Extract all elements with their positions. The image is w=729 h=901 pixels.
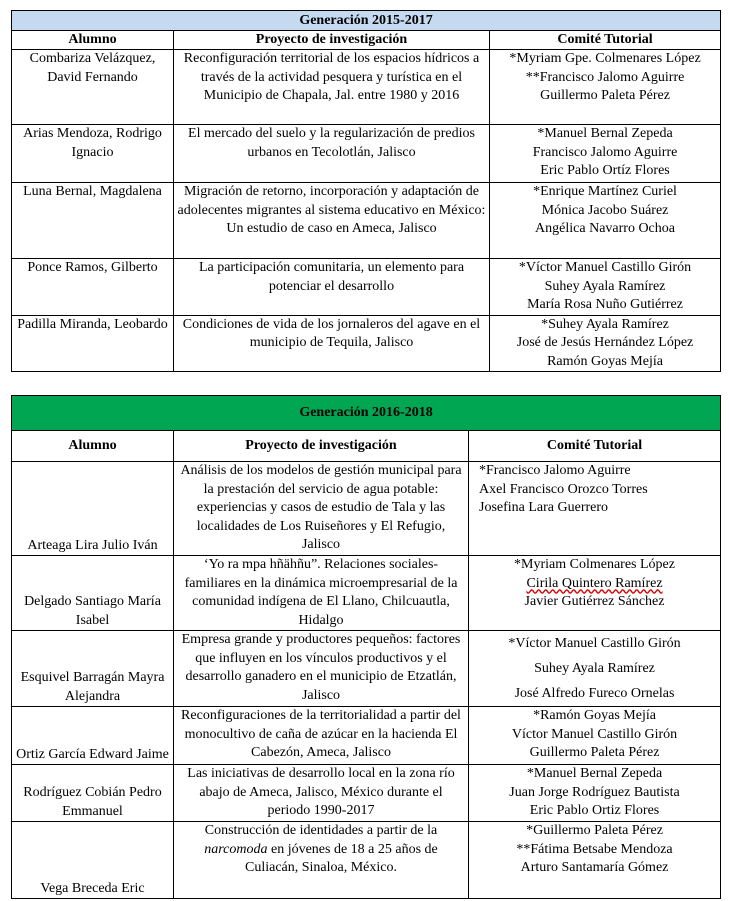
alumno-cell: Combariza Velázquez, David Fernando [12,50,174,125]
comite-member: Suhey Ayala Ramírez [544,278,666,294]
proyecto-text: Construcción de identidades a partir de la [204,823,438,838]
table-row [12,259,721,316]
comite-member: María Rosa Nuño Gutiérrez [527,297,683,312]
table-row [12,50,721,125]
comite-member: Francisco Jalomo Aguirre [532,144,678,160]
table-row [12,125,721,183]
comite-member: Ramón Goyas Mejía [547,353,663,369]
comite-member: Mónica Jacobo Suárez [541,202,669,218]
alumno-cell: Vega Breceda Eric [12,822,174,899]
comite-cell [469,462,721,556]
proyecto-text: en jóvenes de 18 a 25 años de Culiacán, Sinaloa, México. [244,841,438,875]
comite-member: *Myriam Colmenares López [514,557,675,572]
comite-cell [469,707,721,765]
comite-member: *Guillermo Paleta Pérez [526,823,663,838]
proyecto-cell [174,822,469,899]
proyecto-cell: Reconfiguraciones de la territorialidad a partir del monocultivo de caña de azúcar en la hacienda El Cabezón, Ameca, Jalisco [174,707,469,765]
comite-member: *Manuel Bernal Zepeda [526,766,663,781]
alumno-cell: Ponce Ramos, Gilberto [12,259,174,316]
proyecto-cell: Análisis de los modelos de gestión municipal para la prestación del servicio de agua potable: experiencias y casos de estudio de Tala y las localidades de Los Ruiseñores y El Refugio, Jalisco [174,462,469,556]
comite-member: Eric Pablo Ortiz Flores [529,803,660,818]
proyecto-cell: La participación comunitaria, un elemento para potenciar el desarrollo [174,259,490,316]
alumno-cell: Esquivel Barragán Mayra Alejandra [12,631,174,707]
comite-member: *Ramón Goyas Mejía [533,708,656,723]
comite-member: Suhey Ayala Ramírez [534,661,655,676]
comite-member: Javier Gutiérrez Sánchez [524,594,665,609]
table-title: Generación 2015-2017 [12,11,721,31]
proyecto-emphasis: narcomoda [204,841,268,857]
alumno-cell: Padilla Miranda, Leobardo [12,315,174,372]
comite-member: Angélica Navarro Ochoa [535,221,675,236]
comite-member: Cirila Quintero Ramírez [526,575,663,591]
comite-member: José de Jesús Hernández López [516,335,694,350]
table-row [12,556,721,631]
proyecto-cell: Migración de retorno, incorporación y adaptación de adolecentes migrantes al sistema educativo en México: Un estudio de caso en Ameca, Jalisco [174,183,490,259]
comite-member: *Myriam Gpe. Colmenares López [509,51,701,66]
proyecto-cell: ‘Yo ra mpa hñähñu”. Relaciones sociales-familiares en la dinámica microempresarial de la comunidad indígena de El Llano, Chilcuautla, Hidalgo [174,556,469,631]
table-row [12,462,721,556]
comite-member: Eric Pablo Ortíz Flores [540,163,670,178]
comite-member: *Víctor Manuel Castillo Girón [518,260,692,275]
comite-cell [490,125,721,183]
table-title: Generación 2016-2018 [12,396,721,431]
comite-member: José Alfredo Fureco Ornelas [514,686,675,701]
alumno-cell: Delgado Santiago María Isabel [12,556,174,631]
comite-member: Axel Francisco Orozco Torres [479,481,648,497]
comite-cell [490,183,721,259]
proyecto-cell: Reconfiguración territorial de los espacios hídricos a través de la actividad pesquera y turística en el Municipio de Chapala, Jal. entre 1980 y 2016 [174,50,490,125]
table-row [12,765,721,822]
table-row [12,822,721,899]
table-row [12,183,721,259]
comite-member: *Francisco Jalomo Aguirre [479,463,631,478]
column-header-alumno: Alumno [12,31,174,50]
comite-cell [469,765,721,822]
comite-member: *Víctor Manuel Castillo Girón [508,636,681,651]
comite-member: *Suhey Ayala Ramírez [541,316,669,332]
proyecto-cell: Las iniciativas de desarrollo local en la zona río abajo de Ameca, Jalisco, México durante el periodo 1990-2017 [174,765,469,822]
proyecto-cell: Condiciones de vida de los jornaleros del agave en el municipio de Tequila, Jalisco [174,315,490,372]
comite-cell [469,556,721,631]
table-generacion-2015-2017 [11,10,721,372]
proyecto-cell: El mercado del suelo y la regularización de predios urbanos en Tecolotlán, Jalisco [174,125,490,183]
comite-cell [490,259,721,316]
comite-cell [490,50,721,125]
column-header-comite: Comité Tutorial [469,431,721,462]
table-row [12,315,721,372]
column-header-alumno: Alumno [12,431,174,462]
alumno-cell: Rodríguez Cobián Pedro Emmanuel [12,765,174,822]
column-header-proyecto: Proyecto de investigación [174,31,490,50]
table-row [12,707,721,765]
table-generacion-2016-2018 [11,395,721,899]
comite-member: Guillermo Paleta Pérez [540,88,670,103]
comite-cell [490,315,721,372]
alumno-cell: Arias Mendoza, Rodrigo Ignacio [12,125,174,183]
column-header-comite: Comité Tutorial [490,31,721,50]
column-header-proyecto: Proyecto de investigación [174,431,469,462]
comite-member: Arturo Santamaría Gómez [520,860,669,875]
comite-member: *Manuel Bernal Zepeda [537,126,673,141]
comite-member: Juan Jorge Rodríguez Bautista [509,784,680,800]
alumno-cell: Luna Bernal, Magdalena [12,183,174,259]
comite-member: **Fátima Betsabe Mendoza [516,841,673,857]
comite-member: Guillermo Paleta Pérez [529,745,660,760]
alumno-cell: Arteaga Lira Julio Iván [12,462,174,556]
alumno-cell: Ortiz García Edward Jaime [12,707,174,765]
comite-member: Josefina Lara Guerrero [479,500,609,515]
comite-member: **Francisco Jalomo Aguirre [525,69,685,85]
table-row [12,631,721,707]
comite-member: Víctor Manuel Castillo Girón [511,726,678,742]
comite-cell [469,631,721,707]
comite-member: *Enrique Martínez Curiel [533,184,677,199]
comite-cell [469,822,721,899]
proyecto-cell: Empresa grande y productores pequeños: factores que influyen en los vínculos productivos y el desarrollo ganadero en el municipio de Etzatlán, Jalisco [174,631,469,707]
